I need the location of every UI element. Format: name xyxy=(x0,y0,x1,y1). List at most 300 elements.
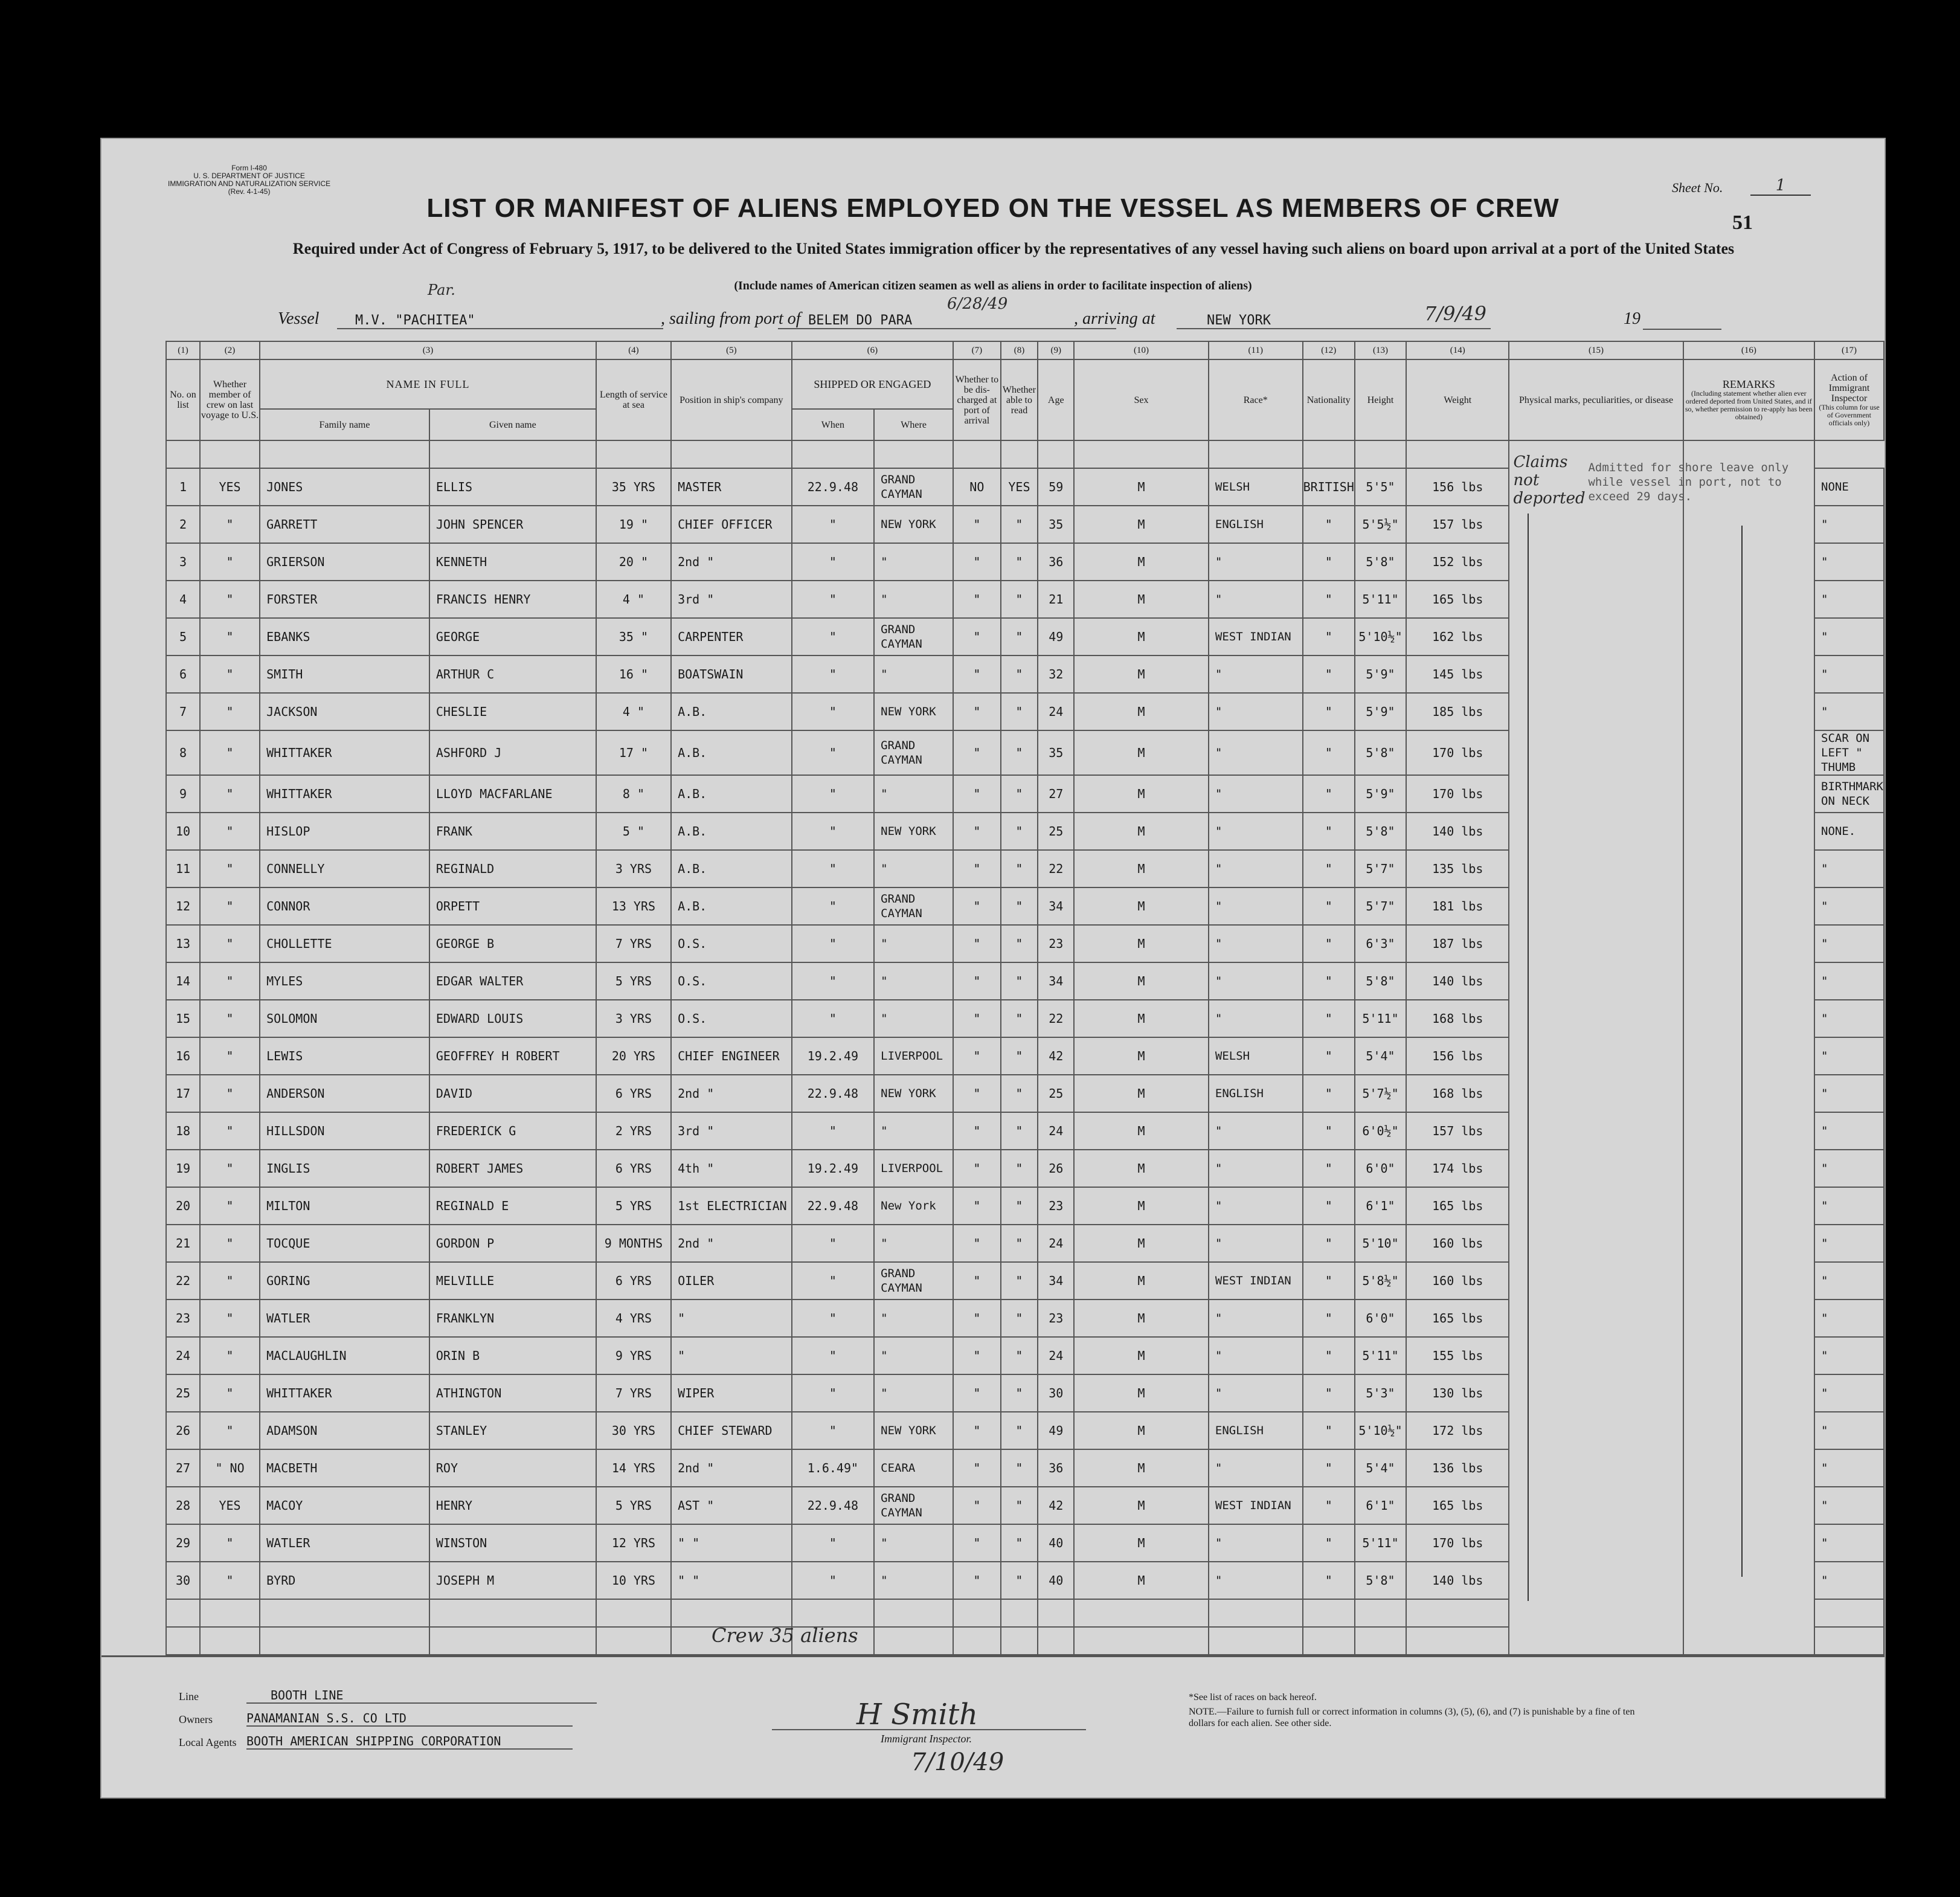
last-voyage-cell: " xyxy=(200,1524,260,1562)
sex-cell: M xyxy=(1074,1150,1209,1187)
discharged-cell: " xyxy=(953,543,1001,581)
family-name-cell: CONNELLY xyxy=(260,850,429,887)
remarks-ditto-line xyxy=(1528,514,1529,1601)
position-cell: A.B. xyxy=(671,887,792,925)
height-cell: 6'0½" xyxy=(1355,1112,1406,1150)
race-cell: " xyxy=(1209,1524,1303,1562)
given-name-cell: GEORGE B xyxy=(429,925,596,962)
discharged-cell: " xyxy=(953,813,1001,850)
able-to-read-cell: " xyxy=(1001,1037,1038,1075)
shipped-when-cell: 22.9.48 xyxy=(792,1487,875,1524)
physical-marks-cell: " xyxy=(1814,1300,1884,1337)
shipped-where-cell: GRAND CAYMAN xyxy=(874,468,953,506)
nationality-cell: " xyxy=(1303,1524,1355,1562)
able-to-read-cell: " xyxy=(1001,1374,1038,1412)
row-number-cell: 1 xyxy=(166,468,200,506)
inspector-date: 7/10/49 xyxy=(911,1748,1004,1776)
shipped-when-cell: " xyxy=(792,693,875,730)
sex-cell: M xyxy=(1074,1262,1209,1300)
physical-marks-cell: " xyxy=(1814,1150,1884,1187)
given-name-cell: JOHN SPENCER xyxy=(429,506,596,543)
able-to-read-cell: " xyxy=(1001,1187,1038,1225)
age-cell: 21 xyxy=(1038,581,1074,618)
able-to-read-cell: " xyxy=(1001,1300,1038,1337)
able-to-read-cell: " xyxy=(1001,1000,1038,1037)
position-cell: O.S. xyxy=(671,962,792,1000)
nationality-cell: " xyxy=(1303,581,1355,618)
race-cell: WEST INDIAN xyxy=(1209,1262,1303,1300)
length-service-cell: 6 YRS xyxy=(596,1075,671,1112)
position-cell: CHIEF ENGINEER xyxy=(671,1037,792,1075)
discharged-cell: " xyxy=(953,887,1001,925)
age-cell: 42 xyxy=(1038,1487,1074,1524)
sex-cell: M xyxy=(1074,1112,1209,1150)
header-race: Race* xyxy=(1209,359,1303,440)
sex-cell: M xyxy=(1074,1337,1209,1374)
discharged-cell: " xyxy=(953,1524,1001,1562)
family-name-cell: MACBETH xyxy=(260,1449,429,1487)
last-voyage-cell: " xyxy=(200,693,260,730)
row-number-cell: 22 xyxy=(166,1262,200,1300)
sailing-port: BELEM DO PARA xyxy=(778,313,1116,329)
col-num: (7) xyxy=(953,341,1001,359)
discharged-cell: " xyxy=(953,1187,1001,1225)
physical-marks-cell: " xyxy=(1814,1225,1884,1262)
age-cell: 22 xyxy=(1038,1000,1074,1037)
able-to-read-cell: " xyxy=(1001,850,1038,887)
weight-cell: 155 lbs xyxy=(1406,1337,1509,1374)
family-name-cell: LEWIS xyxy=(260,1037,429,1075)
position-cell: " " xyxy=(671,1562,792,1599)
crew-rows xyxy=(166,440,1884,1655)
age-cell: 49 xyxy=(1038,1412,1074,1449)
race-cell: " xyxy=(1209,813,1303,850)
last-voyage-cell: YES xyxy=(200,1487,260,1524)
sex-cell: M xyxy=(1074,693,1209,730)
age-cell: 40 xyxy=(1038,1562,1074,1599)
height-cell: 5'11" xyxy=(1355,1337,1406,1374)
height-cell: 5'7½" xyxy=(1355,1075,1406,1112)
weight-cell: 168 lbs xyxy=(1406,1000,1509,1037)
race-cell: " xyxy=(1209,962,1303,1000)
row-number-cell: 10 xyxy=(166,813,200,850)
last-voyage-cell: " NO xyxy=(200,1449,260,1487)
header-sex: Sex xyxy=(1074,359,1209,440)
weight-cell: 168 lbs xyxy=(1406,1075,1509,1112)
length-service-cell: 13 YRS xyxy=(596,887,671,925)
physical-marks-cell: " xyxy=(1814,1412,1884,1449)
sex-cell: M xyxy=(1074,1300,1209,1337)
sex-cell: M xyxy=(1074,962,1209,1000)
height-cell: 5'5" xyxy=(1355,468,1406,506)
position-cell: 3rd " xyxy=(671,581,792,618)
nationality-cell: " xyxy=(1303,1150,1355,1187)
physical-marks-cell: " xyxy=(1814,1075,1884,1112)
row-number-cell: 18 xyxy=(166,1112,200,1150)
sex-cell: M xyxy=(1074,468,1209,506)
height-cell: 5'9" xyxy=(1355,693,1406,730)
column-numbers-row xyxy=(166,341,1884,359)
given-name-cell: ORPETT xyxy=(429,887,596,925)
header-when: When xyxy=(792,409,875,440)
weight-cell: 187 lbs xyxy=(1406,925,1509,962)
discharged-cell: " xyxy=(953,1075,1001,1112)
shipped-when-cell: " xyxy=(792,1225,875,1262)
height-cell: 5'3" xyxy=(1355,1374,1406,1412)
nationality-cell: " xyxy=(1303,543,1355,581)
family-name-cell: CONNOR xyxy=(260,887,429,925)
weight-cell: 165 lbs xyxy=(1406,581,1509,618)
age-cell: 40 xyxy=(1038,1524,1074,1562)
discharged-cell: " xyxy=(953,1037,1001,1075)
inspector-signature: H Smith xyxy=(856,1698,978,1731)
discharged-cell: NO xyxy=(953,468,1001,506)
last-voyage-cell: " xyxy=(200,962,260,1000)
col-num: (11) xyxy=(1209,341,1303,359)
given-name-cell: STANLEY xyxy=(429,1412,596,1449)
row-number-cell: 15 xyxy=(166,1000,200,1037)
row-number-cell: 2 xyxy=(166,506,200,543)
age-cell: 30 xyxy=(1038,1374,1074,1412)
sailing-date-handwritten: 6/28/49 xyxy=(947,295,1008,313)
race-cell: " xyxy=(1209,1337,1303,1374)
weight-cell: 172 lbs xyxy=(1406,1412,1509,1449)
arrival-date: 7/9/49 xyxy=(1424,302,1486,325)
page-number: 51 xyxy=(1732,211,1753,234)
arriving-label: , arriving at xyxy=(1074,309,1155,328)
sex-cell: M xyxy=(1074,581,1209,618)
family-name-cell: WHITTAKER xyxy=(260,775,429,813)
length-service-cell: 5 YRS xyxy=(596,962,671,1000)
last-voyage-cell: " xyxy=(200,887,260,925)
family-name-cell: SOLOMON xyxy=(260,1000,429,1037)
length-service-cell: 9 YRS xyxy=(596,1337,671,1374)
age-cell: 32 xyxy=(1038,655,1074,693)
height-cell: 5'8" xyxy=(1355,813,1406,850)
age-cell: 35 xyxy=(1038,506,1074,543)
year-line xyxy=(1643,329,1721,330)
age-cell: 24 xyxy=(1038,1225,1074,1262)
weight-cell: 170 lbs xyxy=(1406,730,1509,775)
age-cell: 59 xyxy=(1038,468,1074,506)
sex-cell: M xyxy=(1074,1187,1209,1225)
able-to-read-cell: " xyxy=(1001,1225,1038,1262)
header-physical: Physical marks, peculiarities, or disease xyxy=(1509,359,1683,440)
family-name-cell: HILLSDON xyxy=(260,1112,429,1150)
sex-cell: M xyxy=(1074,730,1209,775)
row-number-cell: 19 xyxy=(166,1150,200,1187)
header-age: Age xyxy=(1038,359,1074,440)
header-last-voyage: Whether member of crew on last voyage to U.S. xyxy=(200,359,260,440)
weight-cell: 140 lbs xyxy=(1406,962,1509,1000)
age-cell: 36 xyxy=(1038,543,1074,581)
position-cell: O.S. xyxy=(671,925,792,962)
able-to-read-cell: " xyxy=(1001,693,1038,730)
last-voyage-cell: " xyxy=(200,775,260,813)
position-cell: BOATSWAIN xyxy=(671,655,792,693)
length-service-cell: 30 YRS xyxy=(596,1412,671,1449)
length-service-cell: 8 " xyxy=(596,775,671,813)
remarks-handwritten: Claims not deported xyxy=(1513,453,1586,507)
last-voyage-cell: " xyxy=(200,1374,260,1412)
sex-cell: M xyxy=(1074,1449,1209,1487)
vessel-name: M.V. "PACHITEA" xyxy=(337,313,663,329)
family-name-cell: HISLOP xyxy=(260,813,429,850)
shipped-when-cell: 1.6.49" xyxy=(792,1449,875,1487)
length-service-cell: 20 YRS xyxy=(596,1037,671,1075)
position-cell: " xyxy=(671,1337,792,1374)
length-service-cell: 20 " xyxy=(596,543,671,581)
action-note: (This column for use of Government officials only) xyxy=(1819,403,1880,427)
length-service-cell: 6 YRS xyxy=(596,1150,671,1187)
position-cell: A.B. xyxy=(671,775,792,813)
position-cell: A.B. xyxy=(671,693,792,730)
length-service-cell: 5 YRS xyxy=(596,1487,671,1524)
row-number-cell: 9 xyxy=(166,775,200,813)
header-given-name: Given name xyxy=(429,409,596,440)
race-cell: " xyxy=(1209,1300,1303,1337)
shipped-where-cell: " xyxy=(874,1000,953,1037)
header-able-to-read: Whether able to read xyxy=(1001,359,1038,440)
age-cell: 22 xyxy=(1038,850,1074,887)
discharged-cell: " xyxy=(953,506,1001,543)
weight-cell: 157 lbs xyxy=(1406,506,1509,543)
nationality-cell: " xyxy=(1303,1112,1355,1150)
row-number-cell: 13 xyxy=(166,925,200,962)
height-cell: 6'0" xyxy=(1355,1150,1406,1187)
sex-cell: M xyxy=(1074,925,1209,962)
shipped-when-cell: 19.2.49 xyxy=(792,1037,875,1075)
shipped-where-cell: GRAND CAYMAN xyxy=(874,618,953,655)
position-cell: " xyxy=(671,1300,792,1337)
shipped-when-cell: 22.9.48 xyxy=(792,1187,875,1225)
discharged-cell: " xyxy=(953,1262,1001,1300)
length-service-cell: 5 " xyxy=(596,813,671,850)
height-cell: 5'8" xyxy=(1355,543,1406,581)
page-title: LIST OR MANIFEST OF ALIENS EMPLOYED ON THE VESSEL AS MEMBERS OF CREW xyxy=(426,193,1560,223)
given-name-cell: FRANKLYN xyxy=(429,1300,596,1337)
family-name-cell: ADAMSON xyxy=(260,1412,429,1449)
able-to-read-cell: " xyxy=(1001,655,1038,693)
weight-cell: 145 lbs xyxy=(1406,655,1509,693)
height-cell: 5'4" xyxy=(1355,1449,1406,1487)
shipped-where-cell: " xyxy=(874,775,953,813)
col-num: (6) xyxy=(792,341,953,359)
age-cell: 49 xyxy=(1038,618,1074,655)
able-to-read-cell: " xyxy=(1001,813,1038,850)
header-nationality: Nationality xyxy=(1303,359,1355,440)
height-cell: 5'10" xyxy=(1355,1225,1406,1262)
sex-cell: M xyxy=(1074,775,1209,813)
shipped-where-cell: " xyxy=(874,1374,953,1412)
discharged-cell: " xyxy=(953,1150,1001,1187)
physical-marks-cell: " xyxy=(1814,655,1884,693)
position-cell: 2nd " xyxy=(671,1225,792,1262)
shipped-when-cell: " xyxy=(792,813,875,850)
discharged-cell: " xyxy=(953,693,1001,730)
sex-cell: M xyxy=(1074,618,1209,655)
shipped-where-cell: GRAND CAYMAN xyxy=(874,1487,953,1524)
physical-marks-cell: " xyxy=(1814,850,1884,887)
shipped-where-cell: " xyxy=(874,850,953,887)
nationality-cell: " xyxy=(1303,655,1355,693)
shipped-when-cell: " xyxy=(792,655,875,693)
nationality-cell: " xyxy=(1303,1412,1355,1449)
physical-marks-cell: " xyxy=(1814,962,1884,1000)
row-number-cell: 26 xyxy=(166,1412,200,1449)
family-name-cell: ANDERSON xyxy=(260,1075,429,1112)
action-ditto-line xyxy=(1741,526,1743,1577)
physical-marks-cell: " xyxy=(1814,581,1884,618)
nationality-cell: " xyxy=(1303,1225,1355,1262)
given-name-cell: ATHINGTON xyxy=(429,1374,596,1412)
discharged-cell: " xyxy=(953,1337,1001,1374)
family-name-cell: MILTON xyxy=(260,1187,429,1225)
age-cell: 24 xyxy=(1038,1337,1074,1374)
weight-cell: 181 lbs xyxy=(1406,887,1509,925)
shipped-where-cell: " xyxy=(874,1562,953,1599)
nationality-cell: " xyxy=(1303,962,1355,1000)
position-cell: A.B. xyxy=(671,850,792,887)
race-cell: " xyxy=(1209,1562,1303,1599)
length-service-cell: 17 " xyxy=(596,730,671,775)
header-remarks xyxy=(1683,359,1814,440)
age-cell: 24 xyxy=(1038,693,1074,730)
last-voyage-cell: " xyxy=(200,1300,260,1337)
able-to-read-cell: " xyxy=(1001,581,1038,618)
physical-marks-cell: " xyxy=(1814,1037,1884,1075)
sex-cell: M xyxy=(1074,1562,1209,1599)
shipped-where-cell: New York xyxy=(874,1187,953,1225)
vessel-label: Vessel xyxy=(278,309,320,328)
row-number-cell: 16 xyxy=(166,1037,200,1075)
weight-cell: 135 lbs xyxy=(1406,850,1509,887)
length-service-cell: 6 YRS xyxy=(596,1262,671,1300)
position-cell: A.B. xyxy=(671,730,792,775)
physical-marks-cell: " xyxy=(1814,1562,1884,1599)
race-cell: " xyxy=(1209,581,1303,618)
length-service-cell: 2 YRS xyxy=(596,1112,671,1150)
shipped-where-cell: NEW YORK xyxy=(874,693,953,730)
last-voyage-cell: " xyxy=(200,581,260,618)
row-number-cell: 24 xyxy=(166,1337,200,1374)
nationality-cell: " xyxy=(1303,1075,1355,1112)
col-num: (4) xyxy=(596,341,671,359)
agents-label: Local Agents xyxy=(179,1736,237,1748)
length-service-cell: 7 YRS xyxy=(596,1374,671,1412)
position-cell: 4th " xyxy=(671,1150,792,1187)
race-cell: ENGLISH xyxy=(1209,506,1303,543)
row-number-cell: 17 xyxy=(166,1075,200,1112)
given-name-cell: LLOYD MACFARLANE xyxy=(429,775,596,813)
height-cell: 5'10½" xyxy=(1355,618,1406,655)
family-name-cell: WATLER xyxy=(260,1524,429,1562)
weight-cell: 156 lbs xyxy=(1406,1037,1509,1075)
weight-cell: 130 lbs xyxy=(1406,1374,1509,1412)
sex-cell: M xyxy=(1074,850,1209,887)
shipped-where-cell: NEW YORK xyxy=(874,506,953,543)
discharged-cell: " xyxy=(953,618,1001,655)
form-info-block xyxy=(168,164,330,196)
nationality-cell: " xyxy=(1303,1187,1355,1225)
shipped-where-cell: " xyxy=(874,543,953,581)
race-cell: WEST INDIAN xyxy=(1209,1487,1303,1524)
discharged-cell: " xyxy=(953,1300,1001,1337)
sex-cell: M xyxy=(1074,813,1209,850)
row-number-cell: 7 xyxy=(166,693,200,730)
height-cell: 6'1" xyxy=(1355,1487,1406,1524)
include-note: (Include names of American citizen seamen as well as aliens in order to facilitate inspection of aliens) xyxy=(734,279,1252,292)
nationality-cell: " xyxy=(1303,925,1355,962)
row-number-cell: 4 xyxy=(166,581,200,618)
shipped-where-cell: " xyxy=(874,925,953,962)
age-cell: 25 xyxy=(1038,813,1074,850)
sheet-number: 1 xyxy=(1750,176,1811,196)
discharged-cell: " xyxy=(953,775,1001,813)
remarks-note: (Including statement whether alien ever ordered deported from United States, and if so, whether permission to re-apply has been obtained) xyxy=(1685,388,1813,421)
arriving-port: NEW YORK xyxy=(1177,313,1491,329)
position-cell: 2nd " xyxy=(671,1449,792,1487)
last-voyage-cell: " xyxy=(200,1225,260,1262)
owners-label: Owners xyxy=(179,1713,213,1725)
physical-marks-cell: " xyxy=(1814,1000,1884,1037)
row-number-cell: 11 xyxy=(166,850,200,887)
shipped-when-cell: " xyxy=(792,1000,875,1037)
crew-note: Crew 35 aliens xyxy=(712,1624,858,1647)
nationality-cell: " xyxy=(1303,887,1355,925)
shipped-where-cell: LIVERPOOL xyxy=(874,1037,953,1075)
nationality-cell: " xyxy=(1303,1449,1355,1487)
discharged-cell: " xyxy=(953,1562,1001,1599)
able-to-read-cell: " xyxy=(1001,618,1038,655)
race-cell: " xyxy=(1209,730,1303,775)
race-cell: ENGLISH xyxy=(1209,1075,1303,1112)
family-name-cell: MYLES xyxy=(260,962,429,1000)
shipped-where-cell: " xyxy=(874,962,953,1000)
shipped-where-cell: " xyxy=(874,1524,953,1562)
shipped-when-cell: " xyxy=(792,925,875,962)
nationality-cell: " xyxy=(1303,1262,1355,1300)
family-name-cell: BYRD xyxy=(260,1562,429,1599)
length-service-cell: 4 " xyxy=(596,581,671,618)
age-cell: 23 xyxy=(1038,925,1074,962)
able-to-read-cell: " xyxy=(1001,962,1038,1000)
row-number-cell: 29 xyxy=(166,1524,200,1562)
given-name-cell: ARTHUR C xyxy=(429,655,596,693)
row-number-cell: 21 xyxy=(166,1225,200,1262)
family-name-cell: GORING xyxy=(260,1262,429,1300)
inspector-label: Immigrant Inspector. xyxy=(881,1733,972,1745)
able-to-read-cell: " xyxy=(1001,1562,1038,1599)
footer-divider xyxy=(101,1655,1884,1657)
shipped-when-cell: " xyxy=(792,1337,875,1374)
shipped-when-cell: " xyxy=(792,543,875,581)
row-number-cell: 25 xyxy=(166,1374,200,1412)
remarks-column xyxy=(1509,440,1789,1655)
col-num: (2) xyxy=(200,341,260,359)
col-num: (1) xyxy=(166,341,200,359)
shipped-when-cell: " xyxy=(792,581,875,618)
physical-marks-cell: " xyxy=(1814,887,1884,925)
discharged-cell: " xyxy=(953,730,1001,775)
row-number-cell: 30 xyxy=(166,1562,200,1599)
family-name-cell: WHITTAKER xyxy=(260,1374,429,1412)
nationality-cell: " xyxy=(1303,1000,1355,1037)
row-number-cell: 23 xyxy=(166,1300,200,1337)
nationality-cell: " xyxy=(1303,506,1355,543)
shipped-where-cell: " xyxy=(874,1300,953,1337)
year-label: 19 xyxy=(1624,309,1640,328)
